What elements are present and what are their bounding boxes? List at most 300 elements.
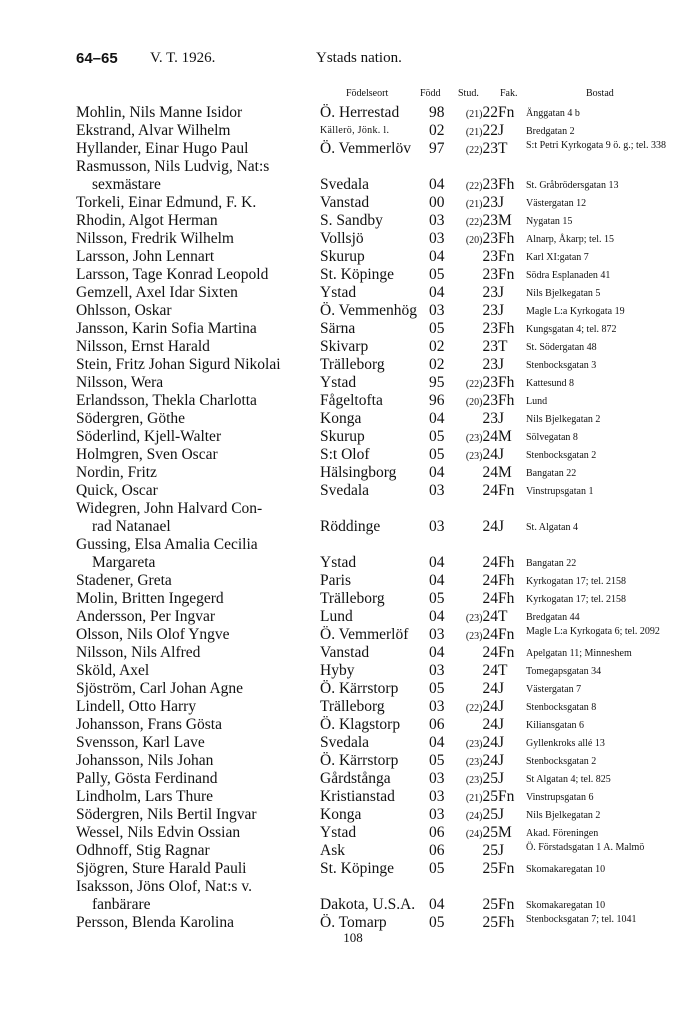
address: Vinstrupsgatan 1 (526, 486, 594, 497)
faculty: Fh (498, 320, 515, 337)
faculty: Fh (498, 230, 515, 247)
study-year (448, 230, 498, 250)
faculty: Fn (498, 626, 515, 643)
study-year-value: 24 (482, 464, 498, 481)
faculty: J (498, 698, 505, 715)
birthplace: Skivarp (320, 338, 369, 355)
student-name (76, 842, 316, 860)
student-name-text: Nilsson, Nils Alfred (76, 644, 201, 661)
student-name (76, 878, 316, 914)
address: Skomakaregatan 10 (526, 900, 606, 911)
faculty: J (498, 770, 505, 787)
student-name (76, 194, 316, 212)
address: Nils Bjelkegatan 5 (526, 288, 601, 299)
student-name (76, 464, 316, 482)
faculty: M (498, 464, 512, 481)
register-row (76, 446, 686, 464)
study-year (448, 590, 498, 610)
faculty: Fh (498, 176, 515, 193)
page-header (76, 50, 656, 74)
birth-year: 04 (429, 896, 445, 913)
register-row (76, 716, 686, 734)
birthplace: Skurup (320, 428, 365, 445)
student-name (76, 230, 316, 248)
address: Kyrkogatan 17; tel. 2158 (526, 594, 626, 605)
birthplace: Ö. Vemmerlöf (320, 626, 409, 643)
page-number: 108 (343, 930, 363, 945)
study-year-value: 23 (482, 392, 498, 409)
study-year (448, 860, 498, 880)
study-year (448, 410, 498, 430)
faculty: Fh (498, 554, 515, 571)
student-name (76, 716, 316, 734)
study-year-value: 24 (482, 482, 498, 499)
register-row (76, 608, 686, 626)
register-row (76, 374, 686, 392)
col-birthplace: Födelseort (346, 88, 389, 99)
student-name (76, 338, 316, 356)
birthplace: Särna (320, 320, 356, 337)
study-year (448, 644, 498, 664)
study-year-value: 25 (482, 914, 498, 931)
student-name (76, 248, 316, 266)
address: Kyrkogatan 17; tel. 2158 (526, 576, 626, 587)
student-name-text: Johansson, Frans Gösta (76, 716, 222, 733)
student-name (76, 212, 316, 230)
address: Kungsgatan 4; tel. 872 (526, 324, 617, 335)
matriculation-year: (23) (465, 451, 483, 462)
birthplace: Trälleborg (320, 698, 385, 715)
study-year-value: 24 (482, 554, 498, 571)
birth-year: 05 (429, 680, 445, 697)
birthplace: Ö. Klagstorp (320, 716, 401, 733)
birthplace: Ö. Vemmenhög (320, 302, 418, 319)
study-year (448, 194, 498, 214)
register-row (76, 320, 686, 338)
col-born: Född (420, 88, 441, 99)
faculty: J (498, 734, 505, 751)
birthplace: Ö. Herrestad (320, 104, 400, 121)
register-row (76, 428, 686, 446)
birthplace: Konga (320, 410, 362, 427)
study-year (448, 392, 498, 412)
student-name (76, 662, 316, 680)
study-year-value: 24 (482, 428, 498, 445)
study-year-value: 23 (482, 302, 498, 319)
register-row (76, 590, 686, 608)
register-row (76, 410, 686, 428)
matriculation-year: (24) (465, 811, 483, 822)
faculty: J (498, 716, 505, 733)
birthplace: Ö. Kärrstorp (320, 680, 399, 697)
student-name-text: Lindholm, Lars Thure (76, 788, 214, 805)
page-footer (0, 930, 688, 946)
address: Lund (526, 396, 548, 407)
student-name-continued: fanbärare (92, 896, 151, 913)
matriculation-year: (20) (465, 397, 483, 408)
address: Bredgatan 2 (526, 126, 575, 137)
study-year-value: 24 (482, 698, 498, 715)
register-row (76, 500, 686, 536)
study-year (448, 176, 498, 196)
birth-year: 03 (429, 230, 445, 247)
birth-year: 05 (429, 446, 445, 463)
address: Stenbocksgatan 3 (526, 360, 597, 371)
student-name-text: Larsson, Tage Konrad Leopold (76, 266, 269, 283)
study-year (448, 518, 498, 538)
faculty: Fh (498, 374, 515, 391)
study-year (448, 572, 498, 592)
student-name-text: Olsson, Nils Olof Yngve (76, 626, 230, 643)
register-row (76, 284, 686, 302)
birth-year: 03 (429, 482, 445, 499)
study-year-value: 25 (482, 770, 498, 787)
birth-year: 05 (429, 860, 445, 877)
register-row (76, 302, 686, 320)
study-year-value: 24 (482, 734, 498, 751)
study-year-value: 23 (482, 410, 498, 427)
study-year (448, 374, 498, 394)
student-name (76, 788, 316, 806)
faculty: M (498, 824, 512, 841)
student-name (76, 536, 316, 572)
birthplace: Ö. Kärrstorp (320, 752, 399, 769)
faculty: T (498, 662, 508, 679)
register-row (76, 122, 686, 140)
faculty: M (498, 428, 512, 445)
register-row (76, 158, 686, 194)
address: Magle L:a Kyrkogata 6; tel. 2092 (526, 626, 660, 637)
study-year-value: 23 (482, 248, 498, 265)
study-year (448, 284, 498, 304)
study-year-value: 25 (482, 842, 498, 859)
student-name-continued: rad Natanael (92, 518, 171, 535)
address: Nils Bjelkegatan 2 (526, 810, 601, 821)
birth-year: 05 (429, 914, 445, 931)
matriculation-year: (23) (465, 631, 483, 642)
birth-year: 04 (429, 554, 445, 571)
birth-year: 04 (429, 644, 445, 661)
student-name-text: Rasmusson, Nils Ludvig, Nat:s (76, 158, 270, 175)
birth-year: 06 (429, 716, 445, 733)
col-studied: Stud. (458, 88, 479, 99)
address: St. Södergatan 48 (526, 342, 597, 353)
student-name-text: Svensson, Karl Lave (76, 734, 205, 751)
matriculation-year: (21) (465, 199, 483, 210)
matriculation-year: (22) (465, 217, 483, 228)
address: Ö. Förstadsgatan 1 A. Malmö (526, 842, 645, 853)
matriculation-year: (21) (465, 793, 483, 804)
student-name-text: Stadener, Greta (76, 572, 172, 589)
birth-year: 03 (429, 662, 445, 679)
student-name (76, 680, 316, 698)
study-year (448, 824, 498, 844)
study-year (448, 356, 498, 376)
faculty: Fn (498, 788, 515, 805)
student-name-text: Sjögren, Sture Harald Pauli (76, 860, 247, 877)
student-name-text: Widegren, John Halvard Con- (76, 500, 263, 517)
address: Sölvegatan 8 (526, 432, 578, 443)
student-name (76, 392, 316, 410)
study-year (448, 752, 498, 772)
register-row (76, 878, 686, 914)
birth-year: 05 (429, 428, 445, 445)
register-row (76, 266, 686, 284)
student-name-text: Rhodin, Algot Herman (76, 212, 218, 229)
student-name-text: Molin, Britten Ingegerd (76, 590, 224, 607)
matriculation-year: (23) (465, 757, 483, 768)
birthplace: Hyby (320, 662, 355, 679)
matriculation-year: (22) (465, 379, 483, 390)
birthplace: Ystad (320, 554, 357, 571)
register-row (76, 356, 686, 374)
birthplace: Vanstad (320, 194, 370, 211)
birth-year: 05 (429, 752, 445, 769)
matriculation-year: (21) (465, 109, 483, 120)
register-row (76, 104, 686, 122)
student-name (76, 824, 316, 842)
student-name-text: Nordin, Fritz (76, 464, 157, 481)
student-name-text: Torkeli, Einar Edmund, F. K. (76, 194, 257, 211)
student-name-text: Mohlin, Nils Manne Isidor (76, 104, 243, 121)
study-year (448, 770, 498, 790)
faculty: J (498, 122, 505, 139)
study-year-value: 23 (482, 176, 498, 193)
address: Bangatan 22 (526, 468, 577, 479)
matriculation-year: (20) (465, 235, 483, 246)
address: Stenbocksgatan 2 (526, 450, 597, 461)
faculty: Fn (498, 482, 515, 499)
birthplace: Ask (320, 842, 345, 859)
study-year (448, 698, 498, 718)
address: Bangatan 22 (526, 558, 577, 569)
birth-year: 03 (429, 302, 445, 319)
address: Magle L:a Kyrkogata 19 (526, 306, 625, 317)
student-name (76, 482, 316, 500)
birthplace: Skurup (320, 248, 365, 265)
birth-year: 02 (429, 356, 445, 373)
birthplace: Gårdstånga (320, 770, 391, 787)
faculty: Fn (498, 644, 515, 661)
study-year (448, 464, 498, 484)
study-year-value: 25 (482, 788, 498, 805)
study-year-value: 23 (482, 194, 498, 211)
address: Änggatan 4 b (526, 108, 580, 119)
study-year (448, 302, 498, 322)
birth-year: 06 (429, 824, 445, 841)
student-name (76, 410, 316, 428)
study-year (448, 896, 498, 916)
student-name (76, 140, 316, 158)
student-name-text: Pally, Gösta Ferdinand (76, 770, 218, 787)
student-name (76, 428, 316, 446)
matriculation-year: (24) (465, 829, 483, 840)
address: S:t Petri Kyrkogata 9 ö. g.; tel. 338 (526, 140, 666, 151)
faculty: Fh (498, 572, 515, 589)
register-row (76, 248, 686, 266)
student-name-text: Gussing, Elsa Amalia Cecilia (76, 536, 258, 553)
address: Vinstrupsgatan 6 (526, 792, 594, 803)
study-year (448, 554, 498, 574)
student-name (76, 104, 316, 122)
col-faculty: Fak. (500, 88, 518, 99)
register-row (76, 464, 686, 482)
address: Nils Bjelkegatan 2 (526, 414, 601, 425)
register-row (76, 392, 686, 410)
birth-year: 06 (429, 842, 445, 859)
student-name (76, 590, 316, 608)
birth-year: 04 (429, 572, 445, 589)
address: Akad. Föreningen (526, 828, 599, 839)
student-name-text: Södergren, Nils Bertil Ingvar (76, 806, 257, 823)
student-name (76, 770, 316, 788)
study-year-value: 22 (482, 104, 498, 121)
birthplace: Svedala (320, 176, 370, 193)
address: Södra Esplanaden 41 (526, 270, 611, 281)
study-year-value: 25 (482, 806, 498, 823)
address: Västergatan 12 (526, 198, 587, 209)
birthplace: Konga (320, 806, 362, 823)
student-name (76, 572, 316, 590)
register-row (76, 212, 686, 230)
study-year-value: 23 (482, 140, 498, 157)
matriculation-year: (23) (465, 775, 483, 786)
study-year-value: 23 (482, 266, 498, 283)
faculty: Fn (498, 896, 515, 913)
study-year-value: 24 (482, 446, 498, 463)
study-year (448, 662, 498, 682)
birth-year: 03 (429, 788, 445, 805)
register-row (76, 230, 686, 248)
student-name-text: Isaksson, Jöns Olof, Nat:s v. (76, 878, 252, 895)
birthplace: Ystad (320, 374, 357, 391)
birth-year: 04 (429, 734, 445, 751)
study-year-value: 24 (482, 590, 498, 607)
student-name (76, 806, 316, 824)
birth-year: 04 (429, 608, 445, 625)
study-year (448, 716, 498, 736)
birthplace: Kristianstad (320, 788, 395, 805)
address: St. Gråbrödersgatan 13 (526, 180, 619, 191)
student-name-text: Hyllander, Einar Hugo Paul (76, 140, 249, 157)
faculty: T (498, 338, 508, 355)
study-year (448, 140, 498, 160)
faculty: J (498, 356, 505, 373)
student-name-text: Odhnoff, Stig Ragnar (76, 842, 210, 859)
register-row (76, 194, 686, 212)
birth-year: 04 (429, 410, 445, 427)
birthplace: St. Köpinge (320, 860, 395, 877)
birth-year: 00 (429, 194, 445, 211)
study-year-value: 24 (482, 716, 498, 733)
address: Bredgatan 44 (526, 612, 580, 623)
study-year-value: 23 (482, 230, 498, 247)
study-year (448, 248, 498, 268)
student-name-text: Sjöström, Carl Johan Agne (76, 680, 244, 697)
register-row (76, 572, 686, 590)
faculty: J (498, 806, 505, 823)
faculty: Fh (498, 914, 515, 931)
birth-year: 03 (429, 626, 445, 643)
student-register (76, 104, 686, 932)
faculty: J (498, 284, 505, 301)
register-row (76, 842, 686, 860)
register-row (76, 662, 686, 680)
study-year (448, 626, 498, 646)
faculty: T (498, 140, 508, 157)
birthplace: Röddinge (320, 518, 381, 535)
faculty: M (498, 212, 512, 229)
birthplace: Dakota, U.S.A. (320, 896, 416, 913)
register-row (76, 824, 686, 842)
matriculation-year: (23) (465, 613, 483, 624)
faculty: J (498, 518, 505, 535)
col-address: Bostad (586, 88, 614, 99)
address: Nygatan 15 (526, 216, 573, 227)
birth-year: 04 (429, 176, 445, 193)
student-name (76, 374, 316, 392)
address: Stenbocksgatan 8 (526, 702, 597, 713)
student-name-text: Holmgren, Sven Oscar (76, 446, 218, 463)
study-year (448, 806, 498, 826)
birthplace: Ystad (320, 284, 357, 301)
student-name (76, 860, 316, 878)
term-label: V. T. 1926. (150, 50, 216, 66)
birth-year: 03 (429, 698, 445, 715)
study-year-value: 24 (482, 626, 498, 643)
matriculation-year: (23) (465, 739, 483, 750)
register-row (76, 644, 686, 662)
register-row (76, 788, 686, 806)
birth-year: 05 (429, 320, 445, 337)
birthplace: Trälleborg (320, 356, 385, 373)
study-year (448, 212, 498, 232)
register-row (76, 806, 686, 824)
student-name-text: Lindell, Otto Harry (76, 698, 197, 715)
birthplace: Ystad (320, 824, 357, 841)
register-row (76, 752, 686, 770)
study-year-value: 24 (482, 572, 498, 589)
address: St. Algatan 4 (526, 522, 578, 533)
study-year-value: 25 (482, 896, 498, 913)
study-year-value: 25 (482, 860, 498, 877)
study-year-value: 24 (482, 680, 498, 697)
student-name (76, 626, 316, 644)
student-name (76, 734, 316, 752)
student-name-text: Södergren, Göthe (76, 410, 186, 427)
address: Tomegapsgatan 34 (526, 666, 602, 677)
faculty: Fn (498, 860, 515, 877)
study-year (448, 428, 498, 448)
study-year (448, 680, 498, 700)
birthplace: Trälleborg (320, 590, 385, 607)
student-name-text: Wessel, Nils Edvin Ossian (76, 824, 241, 841)
study-year-value: 23 (482, 356, 498, 373)
student-name (76, 644, 316, 662)
study-year-value: 24 (482, 644, 498, 661)
student-name (76, 320, 316, 338)
register-row (76, 698, 686, 716)
study-year (448, 320, 498, 340)
study-year-value: 23 (482, 212, 498, 229)
student-name-continued: sexmästare (92, 176, 161, 193)
study-year-value: 24 (482, 662, 498, 679)
student-name (76, 266, 316, 284)
student-name-text: Larsson, John Lennart (76, 248, 215, 265)
matriculation-year: (22) (465, 181, 483, 192)
student-name-text: Nilsson, Wera (76, 374, 164, 391)
birthplace: S. Sandby (320, 212, 383, 229)
